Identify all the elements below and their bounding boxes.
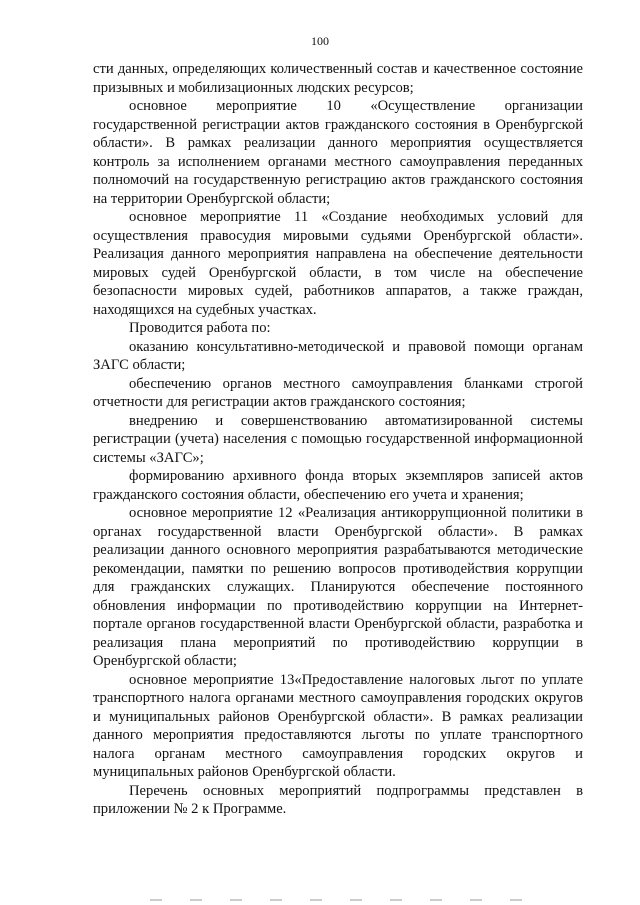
paragraph: Проводится работа по: [129, 320, 271, 336]
paragraph: внедрению и совершенствованию автоматизированной системы регистрации (учета) населения с помощью государственной информационной системы «ЗАГС»; [93, 412, 583, 466]
paragraph: основное мероприятие 13«Предоставление налоговых льгот по уплате транспортного налога органами местного самоуправления городских округов и муниципальных районов Оренбургской области». В рамках реализации данного мероприятия предоставляются льготы по уплате транспортного налога органам местного самоуправления городских округов и муниципальных районов Оренбургской области. [93, 671, 583, 780]
paragraph: основное мероприятие 12 «Реализация антикоррупционной политики в органах государственной власти Оренбургской области». В рамках реализации данного основного мероприятия разрабатываются методические рекомендации, памятки по решению вопросов противодействия коррупции для гражданских служащих. Планируются обеспечение постоянного обновления информации по противодействию коррупции на Интернет-портале органов государственной власти Оренбургской области, разработка и реализация плана мероприятий по противодействию коррупции в Оренбургской области; [93, 505, 583, 669]
document-body [93, 60, 583, 819]
paragraph: Перечень основных мероприятий подпрограммы представлен в приложении № 2 к Программе. [93, 782, 583, 817]
paragraph: сти данных, определяющих количественный состав и качественное состояние призывных и мобилизационных людских ресурсов; [93, 61, 583, 96]
paragraph: обеспечению органов местного самоуправления бланками строгой отчетности для регистрации актов гражданского состояния; [93, 375, 583, 410]
scan-artifact [150, 899, 530, 901]
paragraph: основное мероприятие 11 «Создание необходимых условий для осуществления правосудия мировыми судьями Оренбургской области». Реализация данного мероприятия направлена на обеспечение деятельности мировых судей Оренбургской области, в том числе на обеспечение безопасности мировых судей, работников аппаратов, а также граждан, находящихся на судебных участках. [93, 209, 583, 318]
paragraph: оказанию консультативно-методической и правовой помощи органам ЗАГС области; [93, 338, 583, 373]
page-number: 100 [311, 34, 329, 48]
paragraph: основное мероприятие 10 «Осуществление организации государственной регистрации актов гражданского состояния в Оренбургской области». В рамках реализации данного мероприятия осуществляется контроль за исполнением органами местного самоуправления переданных полномочий на государственную регистрацию актов гражданского состояния на территории Оренбургской области; [93, 98, 583, 207]
paragraph: формированию архивного фонда вторых экземпляров записей актов гражданского состояния области, обеспечению его учета и хранения; [93, 468, 583, 503]
